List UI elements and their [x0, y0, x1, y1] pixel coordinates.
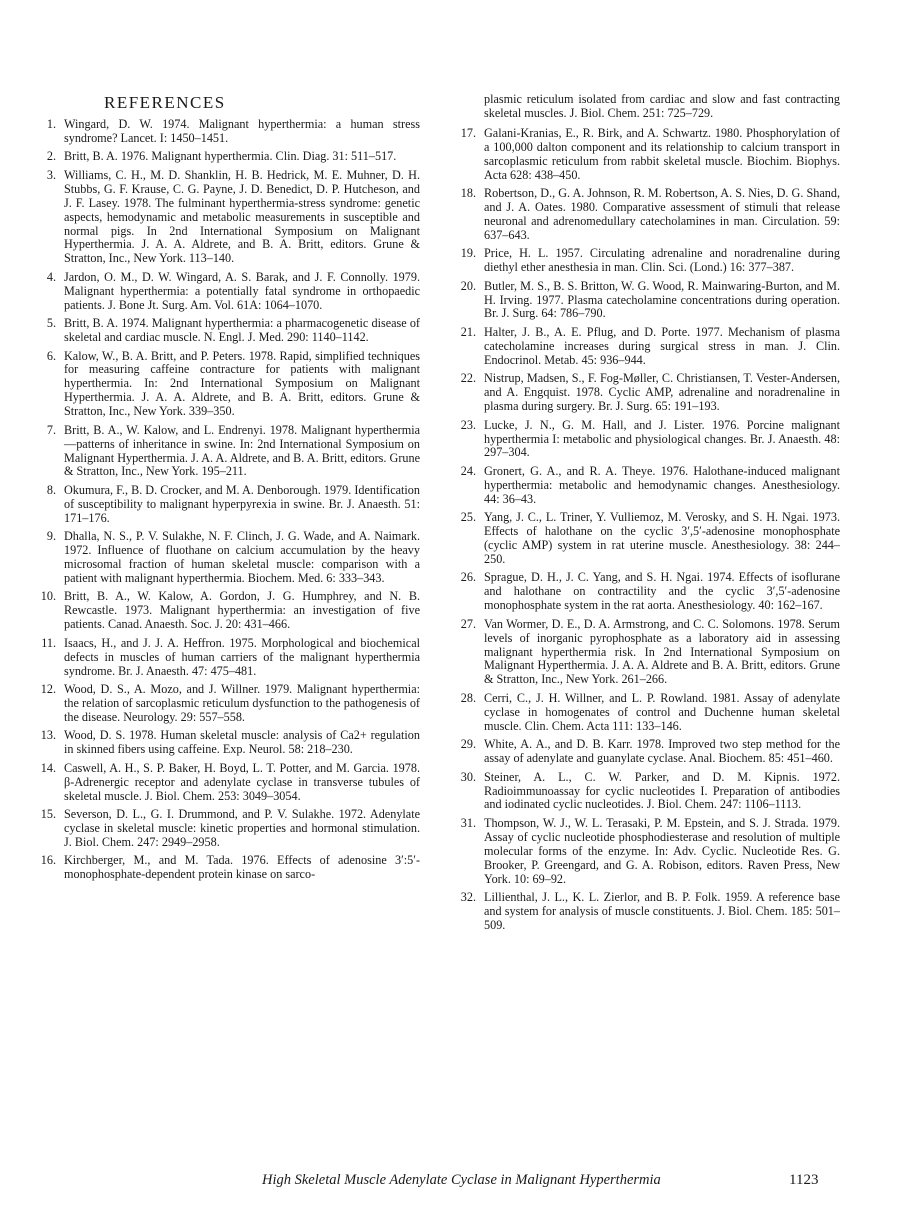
reference-number: 25. — [460, 510, 476, 525]
reference-text: Kirchberger, M., and M. Tada. 1976. Effects of adenosine 3′:5′-monophosphate-dependent protein kinase on sarco- — [64, 853, 420, 882]
reference-item — [444, 247, 840, 275]
reference-number: 21. — [460, 324, 476, 339]
reference-text: Isaacs, H., and J. J. A. Heffron. 1975. Morphological and biochemical defects in muscles of human carriers of the malignant hyperthermia syndrome. Br. J. Anaesth. 47: 475–481. — [64, 635, 420, 678]
reference-text: plasmic reticulum isolated from cardiac and slow and fast contracting skeletal muscles. J. Biol. Chem. 251: 725–729. — [484, 92, 840, 120]
reference-text: Wood, D. S. 1978. Human skeletal muscle: analysis of Ca2+ regulation in skinned fibers using caffeine. Exp. Neurol. 58: 218–230. — [64, 728, 420, 757]
reference-text: Sprague, D. H., J. C. Yang, and S. H. Ngai. 1974. Effects of isoflurane and halothane on contractility and the cyclic 3′,5′-adenosine monophosphate system in the rat aorta. Anesthesiology. 40: 162–167. — [484, 570, 840, 613]
reference-item — [444, 280, 840, 322]
reference-text: Steiner, A. L., C. W. Parker, and D. M. Kipnis. 1972. Radioimmunoassay for cyclic nucleotides I. Preparation of antibodies and iodinated cyclic nucleotides. J. Biol. Chem. 247: 1106–1113. — [484, 769, 840, 812]
reference-text: Britt, B. A., W. Kalow, and L. Endrenyi. 1978. Malignant hyperthermia—patterns of inheritance in swine. In: 2nd International Symposium on Malignant Hyperthermia. J. A. A. Aldrete, and B. A. Britt, editors. Grune & Stratton, Inc., New York. 195–211. — [64, 422, 420, 479]
reference-item — [24, 271, 420, 313]
reference-text: Lucke, J. N., G. M. Hall, and J. Lister. 1976. Porcine malignant hyperthermia I: metabolic and physiological changes. Br. J. Anaesth. 48: 297–304. — [484, 417, 840, 460]
reference-number: 19. — [460, 246, 476, 261]
reference-number: 5. — [46, 316, 56, 331]
reference-number: 1. — [46, 117, 56, 131]
reference-text: White, A. A., and D. B. Karr. 1978. Improved two step method for the assay of adenylate and guanylate cyclase. Anal. Biochem. 85: 451–460. — [484, 737, 840, 766]
reference-number: 10. — [40, 589, 56, 604]
reference-text: Jardon, O. M., D. W. Wingard, A. S. Barak, and J. F. Connolly. 1979. Malignant hyperthermia: a potentially fatal syndrome in orthopaedic patients. J. Bone Jt. Surg. Am. Vol. 61A: 1064–1070. — [64, 269, 420, 312]
reference-item — [24, 590, 420, 632]
reference-text: Cerri, C., J. H. Willner, and L. P. Rowland. 1981. Assay of adenylate cyclase in homogenates of control and Duchenne human skeletal muscle. Clin. Chem. Acta 111: 133–146. — [484, 690, 840, 733]
reference-number: 29. — [460, 737, 476, 752]
reference-item — [24, 808, 420, 850]
reference-text: Britt, B. A. 1976. Malignant hyperthermia. Clin. Diag. 31: 511–517. — [64, 149, 397, 164]
reference-text: Britt, B. A., W. Kalow, A. Gordon, J. G. Humphrey, and N. B. Rewcastle. 1973. Malignant hyperthermia: an investigation of five patients. Canad. Anaesth. Soc. J. 20: 431–466. — [64, 589, 420, 632]
reference-number: 11. — [41, 635, 56, 650]
reference-item — [24, 150, 420, 164]
reference-text: Dhalla, N. S., P. V. Sulakhe, N. F. Clinch, J. G. Wade, and A. Naimark. 1972. Influence of fluothane on calcium accumulation by the heavy microsomal fraction of human skeletal muscle: comparison with a patient with malignant hyperthermia. Biochem. Med. 6: 333–343. — [64, 529, 420, 585]
reference-text: Halter, J. B., A. E. Pflug, and D. Porte. 1977. Mechanism of plasma catecholamine increases during surgical stress in man. J. Clin. Endocrinol. Metab. 45: 936–944. — [484, 324, 840, 367]
reference-text: Butler, M. S., B. S. Britton, W. G. Wood, R. Mainwaring-Burton, and M. H. Irving. 1977. Plasma catecholamine concentrations during operation. Br. J. Surg. 64: 786–790. — [484, 278, 840, 321]
reference-text: Britt, B. A. 1974. Malignant hyperthermia: a pharmacogenetic disease of skeletal and cardiac muscle. N. Engl. J. Med. 290: 1140–1142. — [64, 316, 420, 345]
reference-number: 14. — [40, 760, 56, 775]
reference-item — [444, 419, 840, 461]
running-title: High Skeletal Muscle Adenylate Cyclase in Malignant Hyperthermia — [262, 1172, 661, 1188]
reference-number: 23. — [460, 417, 476, 432]
reference-item — [444, 891, 840, 933]
reference-number: 27. — [460, 616, 476, 631]
reference-item — [24, 484, 420, 526]
reference-item — [24, 317, 420, 345]
reference-text: Galani-Kranias, E., R. Birk, and A. Schwartz. 1980. Phosphorylation of a 100,000 dalton component and its relationship to calcium transport in sarcoplasmic reticulum from rabbit skeletal muscle. Biochim. Biophys. Acta 628: 438–450. — [484, 125, 840, 182]
reference-number: 16. — [40, 853, 56, 868]
reference-16-continuation — [444, 93, 840, 121]
reference-number: 3. — [46, 167, 56, 182]
reference-number: 28. — [460, 690, 476, 705]
reference-text: Van Wormer, D. E., D. A. Armstrong, and C. C. Solomons. 1978. Serum levels of inorganic pyrophosphate as a laboratory aid in assessing malignant hyperthermia risk. In 2nd International Symposium on Malignant Hyperthermia. J. A. A. Aldrete and B. A. Britt, editors. Grune & Stratton, Inc., New York. 261–266. — [484, 616, 840, 687]
reference-text: Gronert, G. A., and R. A. Theye. 1976. Halothane-induced malignant hyperthermia: metabolic and hemodynamic changes. Anesthesiology. 44: 36–43. — [484, 463, 840, 506]
reference-text: Okumura, F., B. D. Crocker, and M. A. Denborough. 1979. Identification of susceptibility to malignant hyperpyrexia in swine. Br. J. Anaesth. 51: 171–176. — [64, 482, 420, 525]
reference-text: Lillienthal, J. L., K. L. Zierlor, and B. P. Folk. 1959. A reference base and system for analysis of muscle constituents. J. Biol. Chem. 185: 501–509. — [484, 890, 840, 932]
reference-text: Wingard, D. W. 1974. Malignant hyperthermia: a human stress syndrome? Lancet. I: 1450–1451. — [64, 117, 420, 145]
reference-item — [444, 465, 840, 507]
reference-text: Wood, D. S., A. Mozo, and J. Willner. 1979. Malignant hyperthermia: the relation of sarcoplasmic reticulum dysfunction to the pathogenesis of the disease. Neurology. 29: 557–558. — [64, 682, 420, 724]
reference-number: 30. — [460, 769, 476, 784]
reference-text: Nistrup, Madsen, S., F. Fog-Møller, C. Christiansen, T. Vester-Andersen, and A. Engquist. 1978. Cyclic AMP, adrenaline and noradrenaline in plasma during surgery. Br. J. Surg. 65: 191–193. — [484, 371, 840, 414]
reference-number: 32. — [460, 890, 476, 905]
reference-text: Robertson, D., G. A. Johnson, R. M. Robertson, A. S. Nies, D. G. Shand, and J. A. Oates. 1980. Comparative assessment of stimuli that release neuronal and adrenomedullary catecholamines in man. Circulation. 59: 637–643. — [484, 186, 840, 242]
references-left-column — [24, 118, 420, 887]
reference-item — [24, 762, 420, 804]
reference-item — [444, 771, 840, 813]
reference-number: 9. — [46, 529, 56, 544]
reference-item — [24, 169, 420, 266]
reference-number: 17. — [460, 125, 476, 140]
reference-item — [444, 127, 840, 183]
reference-text: Price, H. L. 1957. Circulating adrenaline and noradrenaline during diethyl ether anesthesia in man. Clin. Sci. (Lond.) 16: 377–387. — [484, 246, 840, 275]
reference-number: 26. — [460, 570, 476, 585]
reference-item — [24, 118, 420, 146]
reference-number: 22. — [460, 371, 476, 386]
reference-item — [24, 530, 420, 586]
reference-item — [24, 683, 420, 725]
reference-item — [24, 350, 420, 420]
reference-number: 24. — [460, 463, 476, 478]
reference-number: 2. — [46, 149, 56, 164]
page-footer — [262, 1172, 819, 1189]
reference-number: 6. — [46, 348, 56, 363]
reference-item — [444, 372, 840, 414]
reference-item — [444, 692, 840, 734]
reference-text: Thompson, W. J., W. L. Terasaki, P. M. Epstein, and S. J. Strada. 1979. Assay of cyclic nucleotide phosphodiesterase and resolution of multiple molecular forms of the enzyme. In: Adv. Cyclic. Nucleotide Res. G. Brooker, P. Greengard, and G. A. Robison, editors. Raven Press, New York. 10: 69–92. — [484, 815, 840, 886]
reference-item — [444, 571, 840, 613]
reference-text: Williams, C. H., M. D. Shanklin, H. B. Hedrick, M. E. Muhner, D. H. Stubbs, G. F. Krause, C. G. Payne, J. D. Benedict, D. P. Hutcheson, and J. F. Lasey. 1978. The fulminant hyperthermia-stress syndrome: genetic aspects, hemodynamic and metabolic measurements in susceptible and normal pigs. In 2nd International Symposium on Malignant Hyperthermia. J. A. A. Aldrete, and B. A. Britt, editors. Grune & Stratton, Inc., New York. 113–140. — [64, 167, 420, 266]
reference-item — [24, 637, 420, 679]
reference-number: 20. — [460, 278, 476, 293]
reference-number: 8. — [46, 482, 56, 497]
reference-text: Caswell, A. H., S. P. Baker, H. Boyd, L. T. Potter, and M. Garcia. 1978. β-Adrenergic receptor and adenylate cyclase in transverse tubules of skeletal muscle. J. Biol. Chem. 253: 3049–3054. — [64, 760, 420, 803]
reference-item — [444, 618, 840, 688]
references-right-column — [444, 93, 840, 937]
reference-item — [444, 738, 840, 766]
reference-item — [24, 854, 420, 882]
reference-item — [444, 511, 840, 567]
references-heading: REFERENCES — [104, 93, 226, 112]
reference-item — [24, 424, 420, 480]
reference-text: Severson, D. L., G. I. Drummond, and P. V. Sulakhe. 1972. Adenylate cyclase in skeletal muscle: kinetic properties and hormonal stimulation. J. Biol. Chem. 247: 2949–2958. — [64, 807, 420, 849]
reference-number: 13. — [40, 728, 56, 743]
reference-number: 15. — [40, 807, 56, 822]
reference-text: Yang, J. C., L. Triner, Y. Vulliemoz, M. Verosky, and S. H. Ngai. 1973. Effects of halothane on the cyclic 3′,5′-adenosine monophosphate (cyclic AMP) system in rat uterine muscle. Anesthesiology. 38: 244–250. — [484, 510, 840, 566]
page-number: 1123 — [789, 1172, 819, 1188]
reference-number: 7. — [46, 422, 56, 437]
reference-item — [24, 729, 420, 757]
reference-item — [444, 187, 840, 243]
reference-number: 12. — [40, 682, 56, 697]
reference-number: 4. — [46, 269, 56, 284]
reference-item — [444, 817, 840, 887]
reference-text: Kalow, W., B. A. Britt, and P. Peters. 1978. Rapid, simplified techniques for measuring caffeine contracture for patients with malignant hyperthermia. In: 2nd International Symposium on Malignant Hyperthermia. J. A. A. Aldrete, and B. A. Britt, editors. Grune & Stratton, Inc., New York. 339–350. — [64, 348, 420, 419]
reference-number: 18. — [460, 186, 476, 201]
reference-item — [444, 326, 840, 368]
reference-number: 31. — [460, 815, 476, 830]
